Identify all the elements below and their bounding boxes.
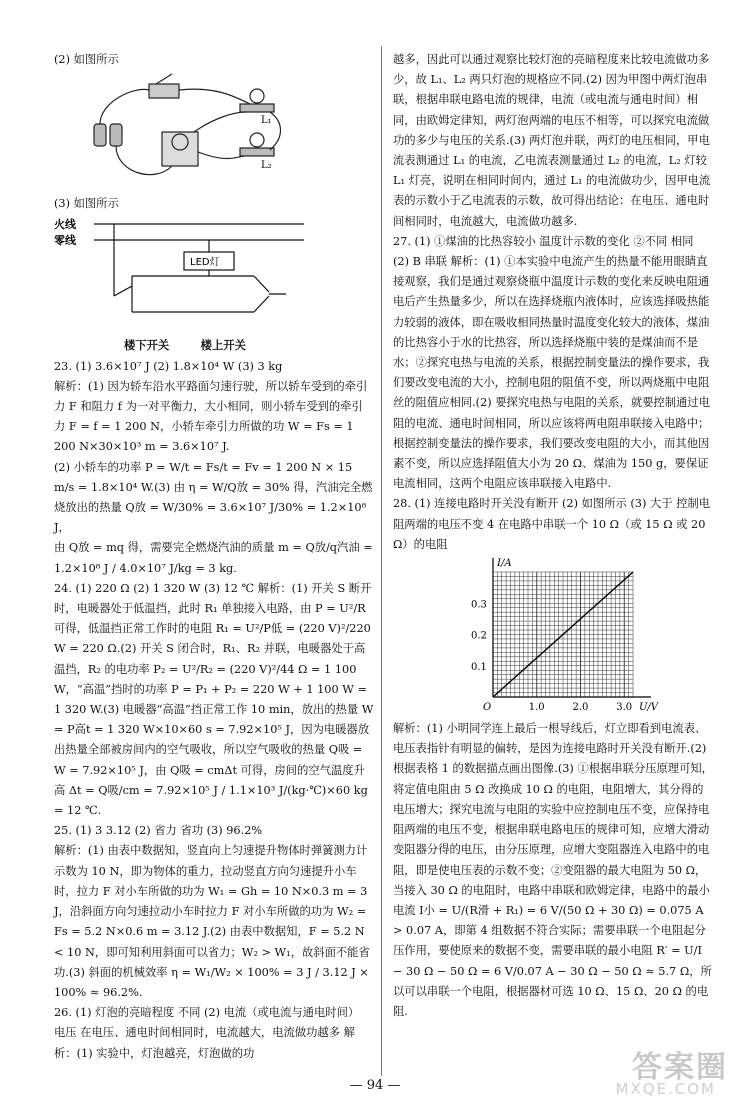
label-switch-up: 楼上开关 — [200, 339, 246, 353]
circuit-diagram-2 — [54, 72, 294, 192]
meter — [162, 132, 198, 166]
iu-graph — [463, 557, 663, 717]
q23-analysis-3: 由 Q放 = mq 得，需要完全燃烧汽油的质量 m = Q放/q汽油 = 1.2×10⁸ J / 4.0×10⁷ J/kg = 3 kg. — [54, 541, 373, 575]
lamp-holder-1 — [240, 104, 274, 112]
q24-answer: 24. (1) 220 Ω (2) 1 320 W (3) 12 ℃ 解析：(1) 开关 S 断开时，电暖器处于低温挡，此时 R₁ 单独接入电路，由 P = U²/R 可得，低温挡正常工作时的电阻 R₁ = U²/P低 = (220 V)²/220 W = 220 Ω.(2) 开关 S 闭合时，R₁、R₂ 并联，电暖器处于高温挡，R₂ 的电功率 P₂ = U²/R₂ = (220 V)²/44 Ω = 1 100 W，“高温”挡时的功率 P = P₁ + P₂ = 220 W + 1 100 W = 1 320 W.(3) 电暖器“高温”挡正常工作 10 min，放出的热量 W = P高t = 1 320 W×10×60 s = 7.92×10⁵ J，因为电暖器放出热量全部被房间内的空气吸收，所以空气吸收的热量 Q吸 = W = 7.92×10⁵ J，由 Q吸 = cmΔt 可得，房间的空气温度升高 Δt = Q吸/cm = 7.92×10⁵ J / 1.1×10³ J/(kg·℃)×60 kg = 12 ℃. — [54, 581, 374, 818]
q28-analysis: 解析：(1) 小明同学连上最后一根导线后，灯立即看到电流表、电压表指针有明显的偏转，是因为连接电路时开关没有断开.(2) 根据表格 1 的数据描点画出图像.(3) ①根据串联分压原理可知，将定值电阻由 5 Ω 改换成 10 Ω 的电阻，电阻增大，其分得的电压增大；探究电流与电阻的实验中应控制电压不变，应保持电阻两端的电压不变，根据串联电路电压的规律可知，应增大滑动变阻器分得的电压，由分压原理，应增大变阻器连入电路中的电阻，即是使电压表的示数不变；②变阻器的最大电阻为 50 Ω，当接入 30 Ω 的电阻时，电路中串联和欧姆定律，电路中的最小电流 I小 = U/(R滑 + R₁) = 6 V/(50 Ω + 30 Ω) = 0.075 A > 0.07 A，即第 4 组数据不符合实际；需要串联一个电阻起分压作用，要使原来的数据不变，需要串联的最小电阻 R′ = U/I − 30 Ω − 50 Ω = 6 V/0.07 A − 30 Ω − 50 Ω ≈ 5.7 Ω，所以可以串联一个电阻，根据器材可选 10 Ω、15 Ω、20 Ω 的电阻. — [393, 722, 713, 1018]
circuit-diagram-3 — [54, 216, 304, 334]
watermark-url: MXQE.COM — [615, 1080, 716, 1098]
switch-labels — [54, 336, 374, 356]
q28-answer: 28. (1) 连接电路时开关没有断开 (2) 如图所示 (3) 大于 控制电阻两端的电压不变 4 在电路中串联一个 10 Ω（或 15 Ω 或 20 Ω）的电阻 — [393, 497, 711, 551]
battery-2 — [110, 124, 122, 146]
lamp-l2 — [250, 133, 264, 147]
right-column — [393, 50, 713, 1022]
q23-analysis-1: 解析：(1) 因为轿车沿水平路面匀速行驶，所以轿车受到的牵引力 F 和阻力 f 为一对平衡力，大小相同，则小轿车受到的牵引力 F = f = 1 200 N，小轿车牵引力所做的功 W = Fs = 1 200 N×30×10³ m = 3.6×10⁷ J. — [54, 379, 368, 454]
lamp-holder-2 — [240, 148, 274, 156]
figure-2-label: (2) 如图所示 — [54, 53, 119, 66]
q26-answer: 26. (1) 灯泡的亮暗程度 不同 (2) 电流（或电流与通电时间） 电压 在电压、通电时间相同时，电流越大，电流做功越多 解析：(1) 实验中，灯泡越亮，灯泡做的功 — [54, 1006, 360, 1060]
label-live: 火线 — [54, 218, 76, 232]
y-axis-label: I/A — [497, 558, 512, 570]
label-switch-down: 楼下开关 — [124, 339, 170, 353]
q26-continued: 越多，因此可以通过观察比较灯泡的亮暗程度来比较电流做功多少，故 L₁、L₂ 两只灯泡的规格应不同.(2) 因为甲图中两灯泡串联，根据串联电路电流的规律，电流（或电流与通电时间）相同，由欧姆定律知，两灯泡两端的电压不相等，可以探究电流做功的多少与电压的关系.(3) 两灯泡并联，两灯的电压相同，甲电流表测通过 L₁ 的电流，乙电流表测量通过 L₂ 的电流，L₂ 灯较 L₁ 灯亮，说明在相同时间内，通过 L₁ 的电流做功少，因甲电流表的示数小于乙电流表的示数，故可得出结论：在电压、通电时间相同时，电流越大，电流做功越多. — [393, 53, 711, 228]
y-tick-label: 0.1 — [471, 661, 487, 673]
q25-analysis: 解析：(1) 由表中数据知，竖直向上匀速提升物体时弹簧测力计示数为 10 N，即为物体的重力，拉动竖直方向匀速提升小车时，拉力 F 对小车所做的功为 W₁ = Gh = 10 N×0.3 m = 3 J，沿斜面方向匀速拉动小车时拉力 F 对小车所做的功为 W₂ = Fs = 5.2 N×0.6 m = 3.12 J.(2) 由表中数据知，F = 5.2 N < 10 N，即可知利用斜面可以省力；W₂ > W₁，故斜面不能省功.(3) 斜面的机械效率 η = W₁/W₂ × 100% = 3 J / 3.12 J × 100% ≈ 96.2%. — [54, 844, 370, 999]
figure-3-label: (3) 如图所示 — [54, 197, 119, 211]
origin-label: O — [483, 702, 492, 714]
q27-answer: 27. (1) ①煤油的比热容较小 温度计示数的变化 ②不同 相同 (2) B 串联 解析：(1) ①本实验中电流产生的热量不能用眼睛直接观察，我们是通过观察烧瓶中温度计示数的变化来反映电阻通电后产生热量多少，所以在选择烧瓶内液体时，应该选择吸热能力较弱的液体，即在吸收相同热量时温度变化较大的液体，煤油的比热容小于水的比热容，所以选择烧瓶中装的是煤油而不是水；②探究电热与电流的关系，根据控制变量法的操作要求，我们要改变电流的大小，控制电阻的阻值不变，所以两烧瓶中电阻丝的阻值应相同.(2) 要探究电热与电阻的关系，就要控制通过电阻的电流、通电时间相同，所以应该将两电阻串联接入电路中；根据控制变量法的操作要求，我们要改变电阻的大小，而其他因素不变，所以应选择阻值大小为 20 Ω、煤油为 150 g，要保证电流相同，这两个电阻应该串联接入电路中. — [393, 234, 710, 491]
x-tick-label: 3.0 — [616, 702, 633, 714]
q25-answer: 25. (1) 3 3.12 (2) 省力 省功 (3) 96.2% — [54, 824, 263, 838]
page-number: — 94 — — [349, 1078, 401, 1093]
q23-answer: 23. (1) 3.6×10⁷ J (2) 1.8×10⁴ W (3) 3 kg — [54, 359, 283, 373]
label-l2: L₂ — [261, 160, 272, 172]
battery-1 — [94, 124, 106, 146]
q23-analysis-2: (2) 小轿车的功率 P = W/t = Fs/t = Fv = 1 200 N × 15 m/s = 1.8×10⁴ W.(3) 由 η = W/Q放 = 30% 得，汽油完全燃烧放出的热量 Q放 = W/30% = 3.6×10⁷ J/30% = 1.2×10⁸ J， — [54, 460, 373, 535]
switch — [149, 84, 179, 98]
x-tick-label: 2.0 — [572, 702, 589, 714]
lamp-l1 — [250, 89, 264, 103]
label-led: LED灯 — [190, 257, 220, 269]
left-column — [54, 50, 374, 1064]
x-tick-label: 1.0 — [528, 702, 545, 714]
watermark-logo: 答案圈 — [632, 1050, 728, 1085]
y-tick-label: 0.3 — [471, 599, 487, 611]
x-axis-label: U/V — [639, 702, 659, 714]
y-tick-label: 0.2 — [471, 630, 487, 642]
column-divider — [381, 46, 382, 1076]
label-neutral: 零线 — [54, 234, 76, 248]
label-l1: L₁ — [261, 115, 272, 127]
